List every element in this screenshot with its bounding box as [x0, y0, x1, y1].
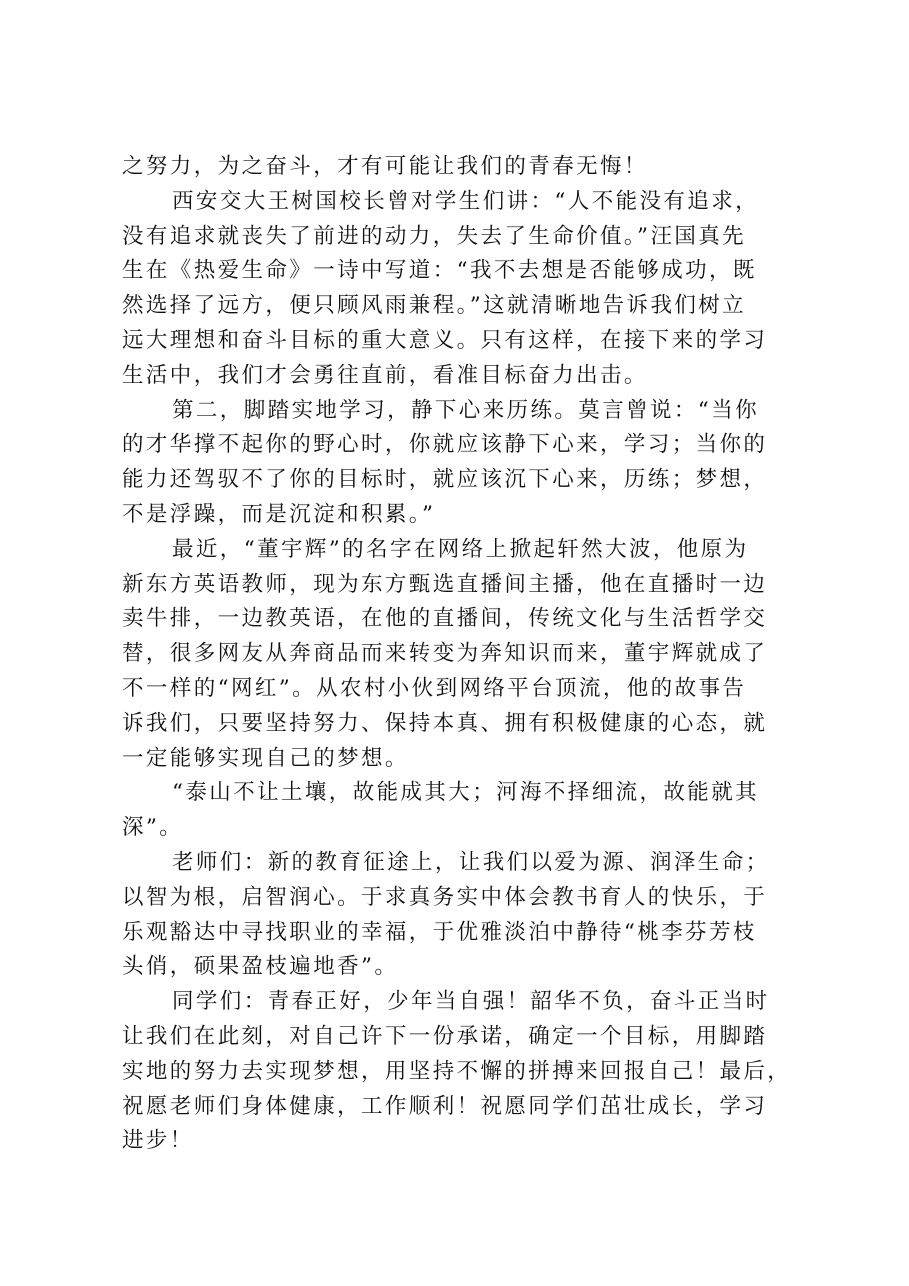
text-line: 没有追求就丧失了前进的动力，失去了生命价值。”汪国真先	[122, 223, 747, 249]
text-line: 生在《热爱生命》一诗中写道：“我不去想是否能够成功，既	[122, 258, 757, 284]
text-line: 新东方英语教师，现为东方甄选直播间主播，他在直播时一边	[122, 571, 768, 597]
text-line: 替，很多网友从奔商品而来转变为奔知识而来，董宇辉就成了	[122, 641, 768, 667]
text-line: 以智为根，启智润心。于求真务实中体会教书育人的快乐，于	[122, 884, 768, 910]
text-line: 最近，“董宇辉”的名字在网络上掀起轩然大波，他原为	[172, 536, 749, 562]
text-line: 实地的努力去实现梦想，用坚持不懈的拼搏来回报自己！最后，	[122, 1058, 792, 1084]
text-line: 深”。	[122, 815, 184, 841]
text-line: 诉我们，只要坚持努力、保持本真、拥有积极健康的心态，就	[122, 710, 768, 736]
text-line: 然选择了远方，便只顾风雨兼程。”这就清晰地告诉我们树立	[122, 293, 747, 319]
text-line: 不是浮躁，而是沉淀和积累。”	[122, 501, 436, 527]
text-line: “泰山不让土壤，故能成其大；河海不择细流，故能就其	[172, 780, 759, 806]
text-line: 祝愿老师们身体健康，工作顺利！祝愿同学们茁壮成长，学习	[122, 1093, 768, 1119]
text-line: 乐观豁达中寻找职业的幸福，于优雅淡泊中静待“桃李芬芳枝	[122, 919, 757, 945]
text-line: 进步！	[122, 1128, 194, 1154]
text-line: 一定能够实现自己的梦想。	[122, 745, 409, 771]
text-line: 生活中，我们才会勇往直前，看准目标奋力出击。	[122, 362, 648, 388]
text-line: 西安交大王树国校长曾对学生们讲：“人不能没有追求，	[172, 188, 759, 214]
text-line: 之努力，为之奋斗，才有可能让我们的青春无悔！	[122, 154, 648, 179]
text-line: 的才华撑不起你的野心时，你就应该静下心来，学习；当你的	[122, 432, 768, 458]
text-line: 老师们：新的教育征途上，让我们以爱为源、润泽生命；	[172, 849, 770, 875]
text-line: 远大理想和奋斗目标的重大意义。只有这样，在接下来的学习	[122, 327, 768, 353]
text-line: 不一样的“网红”。从农村小伙到网络平台顶流，他的故事告	[122, 675, 747, 701]
text-line: 能力还驾驭不了你的目标时，就应该沉下心来，历练；梦想，	[122, 467, 768, 493]
text-line: 第二，脚踏实地学习，静下心来历练。莫言曾说：“当你	[172, 397, 759, 423]
text-line: 让我们在此刻，对自己许下一份承诺，确定一个目标，用脚踏	[122, 1023, 768, 1049]
text-line: 卖牛排，一边教英语，在他的直播间，传统文化与生活哲学交	[122, 606, 768, 632]
text-line: 同学们：青春正好，少年当自强！韶华不负，奋斗正当时	[172, 989, 770, 1015]
body-text	[122, 150, 802, 1159]
text-line: 头俏，硕果盈枝遍地香”。	[122, 954, 399, 980]
